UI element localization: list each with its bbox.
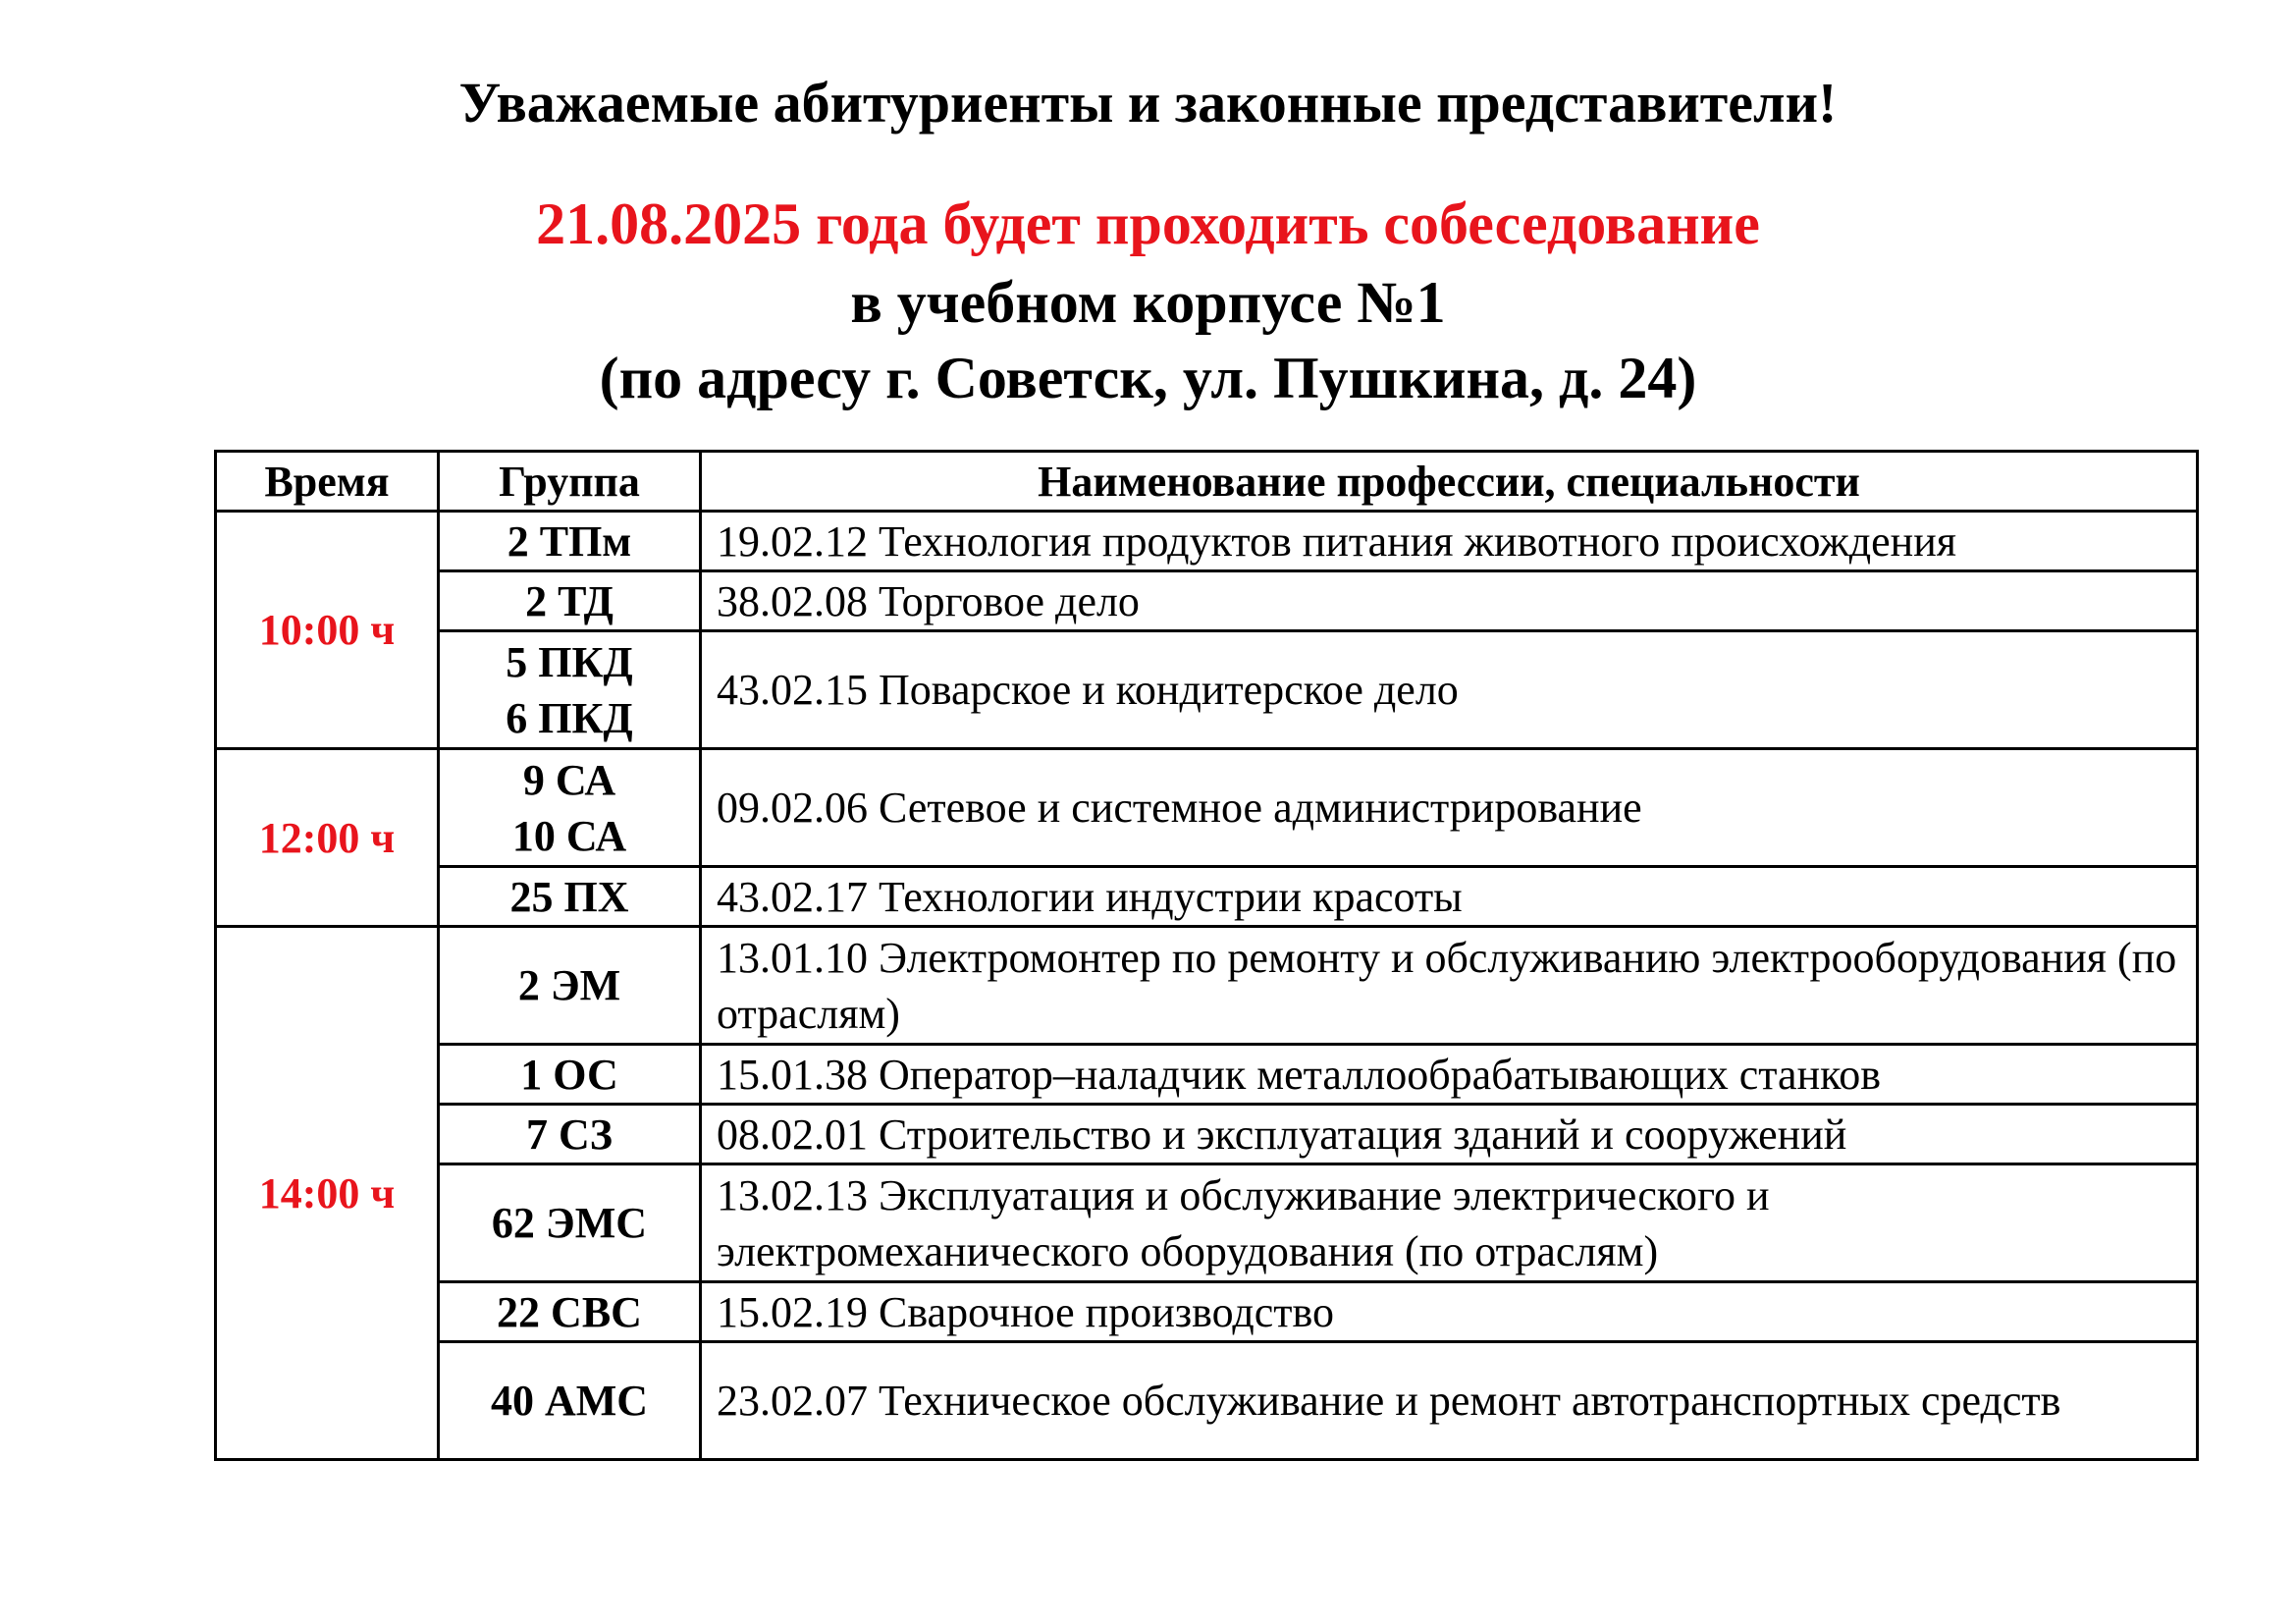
schedule-table xyxy=(214,450,2199,1461)
table-row xyxy=(216,1105,2198,1164)
group-cell xyxy=(439,571,701,631)
table-row xyxy=(216,631,2198,749)
group-cell xyxy=(439,749,701,867)
group-cell xyxy=(439,1045,701,1105)
specialty-cell: 19.02.12 Технология продуктов питания животного происхождения xyxy=(701,512,2198,571)
table-row xyxy=(216,512,2198,571)
group-code: 2 ТПм xyxy=(507,516,632,566)
group-code: 22 СВС xyxy=(497,1287,642,1336)
group-cell xyxy=(439,1342,701,1460)
column-header-time: Время xyxy=(216,452,439,512)
table-row xyxy=(216,1342,2198,1460)
group-cell xyxy=(439,512,701,571)
group-code: 62 ЭМС xyxy=(491,1199,648,1247)
group-cell xyxy=(439,1164,701,1282)
table-row xyxy=(216,571,2198,631)
specialty-cell: 09.02.06 Сетевое и системное администрирование xyxy=(701,749,2198,867)
group-code: 10 СА xyxy=(511,811,627,860)
specialty-cell: 15.02.19 Сварочное производство xyxy=(701,1282,2198,1342)
building-heading: в учебном корпусе №1 xyxy=(850,270,1446,335)
specialty-cell: 43.02.15 Поварское и кондитерское дело xyxy=(701,631,2198,749)
group-cell xyxy=(439,927,701,1045)
specialty-cell: 15.01.38 Оператор–наладчик металлообрабатывающих станков xyxy=(701,1045,2198,1105)
specialty-cell: 23.02.07 Техническое обслуживание и ремонт автотранспортных средств xyxy=(701,1342,2198,1460)
time-slot-cell: 12:00 ч xyxy=(216,749,439,927)
group-code: 25 ПХ xyxy=(509,872,629,921)
group-code: 2 ТД xyxy=(525,576,614,625)
column-header-specialty: Наименование профессии, специальности xyxy=(701,452,2198,512)
group-cell xyxy=(439,1105,701,1164)
interview-date-heading: 21.08.2025 года будет проходить собеседование xyxy=(536,191,1760,256)
table-row xyxy=(216,927,2198,1045)
schedule-body xyxy=(216,512,2198,1460)
table-row xyxy=(216,1282,2198,1342)
group-code: 1 ОС xyxy=(520,1050,618,1099)
group-cell xyxy=(439,867,701,927)
specialty-cell: 38.02.08 Торговое дело xyxy=(701,571,2198,631)
greeting-heading: Уважаемые абитуриенты и законные представители! xyxy=(458,71,1838,135)
table-row xyxy=(216,1045,2198,1105)
specialty-cell: 13.02.13 Эксплуатация и обслуживание электрического и электромеханического оборудования (по отраслям) xyxy=(701,1164,2198,1282)
group-code: 5 ПКД xyxy=(506,637,633,686)
time-slot-cell: 10:00 ч xyxy=(216,512,439,749)
group-code: 40 АМС xyxy=(490,1377,649,1425)
time-slot-cell: 14:00 ч xyxy=(216,927,439,1460)
address-heading: (по адресу г. Советск, ул. Пушкина, д. 24) xyxy=(599,346,1697,410)
column-header-group: Группа xyxy=(439,452,701,512)
table-row xyxy=(216,867,2198,927)
specialty-cell: 43.02.17 Технологии индустрии красоты xyxy=(701,867,2198,927)
group-code: 6 ПКД xyxy=(506,693,633,742)
specialty-cell: 08.02.01 Строительство и эксплуатация зданий и сооружений xyxy=(701,1105,2198,1164)
group-code: 7 СЗ xyxy=(526,1110,613,1159)
group-cell xyxy=(439,631,701,749)
table-row xyxy=(216,749,2198,867)
group-code: 2 ЭМ xyxy=(517,961,621,1009)
table-header-row xyxy=(216,452,2198,512)
group-code: 9 СА xyxy=(522,755,616,804)
specialty-cell: 13.01.10 Электромонтер по ремонту и обслуживанию электрооборудования (по отраслям) xyxy=(701,927,2198,1045)
group-cell xyxy=(439,1282,701,1342)
table-row xyxy=(216,1164,2198,1282)
